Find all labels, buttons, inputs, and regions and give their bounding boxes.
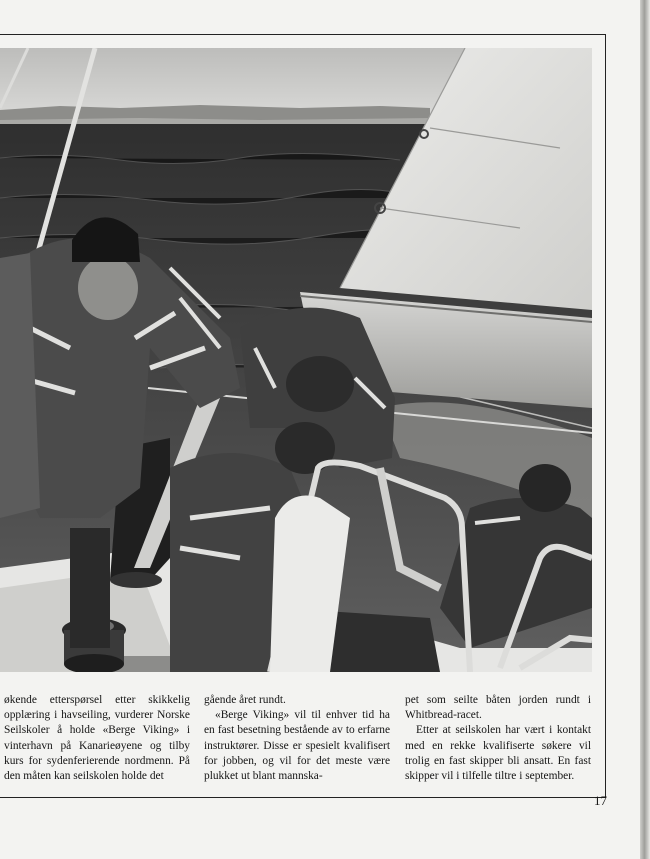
paragraph: økende etterspørsel etter skikkelig opplæring i havseiling, vurderer Norske Seilskoler å holde «Berge Viking» i vinterhavn på Kanarieøyene og tilby kurs for sydenferierende nordmenn. På den måten kan seilskolen holde det xyxy=(4,694,190,783)
paragraph: pet som seilte båten jorden rundt i Whitbread-racet. xyxy=(405,694,591,722)
paragraph: gående året rundt. xyxy=(204,694,286,706)
page-number: 17 xyxy=(594,793,607,808)
paragraph: «Berge Viking» vil til enhver tid ha en fast besetning bestående av to erfarne instruktører. Disse er spesielt kvalifisert for jobben, og vil for det meste være plukket ut blant mannska- xyxy=(204,709,390,783)
paragraph: Etter at seilskolen har vært i kontakt med en rekke kvalifiserte søkere vil trolig en fast skipper bli ansatt. En fast skipper vil i tilfelle tiltre i september. xyxy=(405,724,591,783)
text-column-1 xyxy=(4,693,190,784)
text-column-2 xyxy=(204,693,390,784)
article-body xyxy=(4,693,604,783)
text-column-3 xyxy=(405,693,591,784)
sailing-photo xyxy=(0,48,592,672)
page-edge xyxy=(640,0,650,859)
